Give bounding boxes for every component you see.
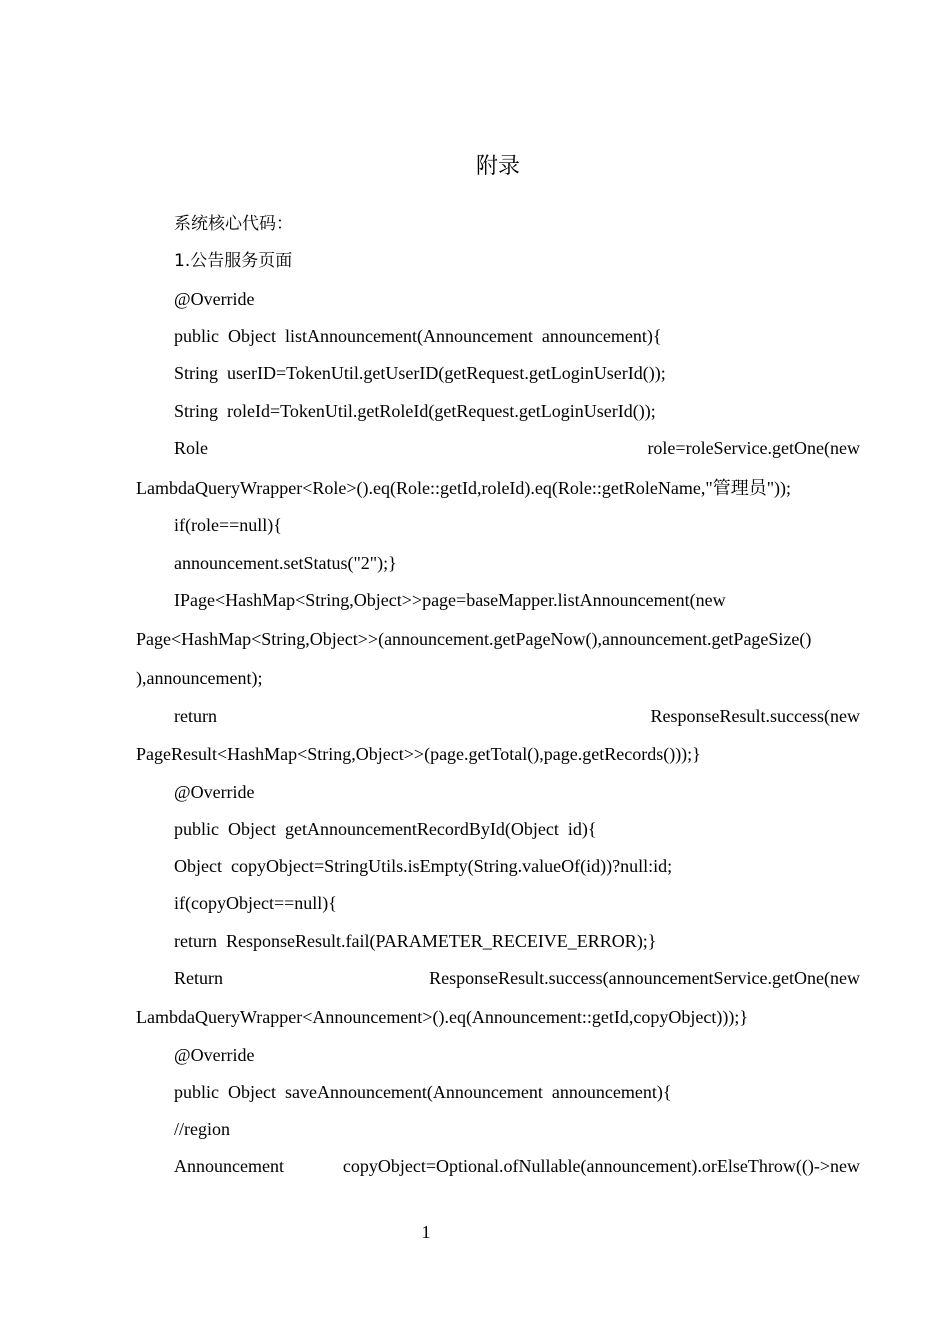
code-line: if(copyObject==null){ xyxy=(174,893,337,913)
code-line: return ResponseResult.fail(PARAMETER_RECEIVE_ERROR);} xyxy=(174,931,657,951)
section-heading: 1.公告服务页面 xyxy=(174,251,293,271)
code-line: Object copyObject=StringUtils.isEmpty(String.valueOf(id))?null:id; xyxy=(174,856,673,876)
code-line: Page<HashMap<String,Object>>(announcement.getPageNow(),announcement.getPageSize() xyxy=(136,629,812,649)
code-line: public Object saveAnnouncement(Announcement announcement){ xyxy=(174,1082,672,1102)
code-line: @Override xyxy=(174,289,255,309)
code-token: Return xyxy=(174,968,223,988)
code-line: announcement.setStatus("2");} xyxy=(174,553,397,573)
code-line: IPage<HashMap<String,Object>>page=baseMapper.listAnnouncement(new xyxy=(174,590,726,610)
code-line: @Override xyxy=(174,782,255,802)
code-token: copyObject=Optional.ofNullable(announcement).orElseThrow(()->new xyxy=(342,1156,860,1176)
code-token: return xyxy=(174,706,217,726)
code-line: LambdaQueryWrapper<Role>().eq(Role::getId,roleId).eq(Role::getRoleName,"管理员")); xyxy=(136,478,792,498)
code-line: String roleId=TokenUtil.getRoleId(getRequest.getLoginUserId()); xyxy=(174,401,656,421)
code-token: ResponseResult.success(announcementService.getOne(new xyxy=(429,968,860,988)
code-line-justified xyxy=(174,435,860,461)
intro-text: 系统核心代码： xyxy=(174,214,293,234)
code-line: String userID=TokenUtil.getUserID(getRequest.getLoginUserId()); xyxy=(174,363,666,383)
page-number: 1 xyxy=(421,1222,431,1242)
code-line: ),announcement); xyxy=(136,668,263,688)
code-line: public Object listAnnouncement(Announcement announcement){ xyxy=(174,326,662,346)
code-line-justified xyxy=(174,703,860,729)
code-line: LambdaQueryWrapper<Announcement>().eq(Announcement::getId,copyObject)));} xyxy=(136,1007,748,1027)
code-line-justified xyxy=(174,965,860,991)
code-line: @Override xyxy=(174,1045,255,1065)
code-token: role=roleService.getOne(new xyxy=(647,438,860,458)
code-line: public Object getAnnouncementRecordById(Object id){ xyxy=(174,819,597,839)
page-title: 附录 xyxy=(475,154,520,179)
code-line: if(role==null){ xyxy=(174,515,282,535)
code-line: //region xyxy=(174,1119,230,1139)
code-token: ResponseResult.success(new xyxy=(650,706,860,726)
code-token: Role xyxy=(174,438,208,458)
code-line: PageResult<HashMap<String,Object>>(page.getTotal(),page.getRecords()));} xyxy=(136,744,701,764)
code-token: Announcement xyxy=(174,1156,284,1176)
code-line-justified xyxy=(174,1153,860,1179)
